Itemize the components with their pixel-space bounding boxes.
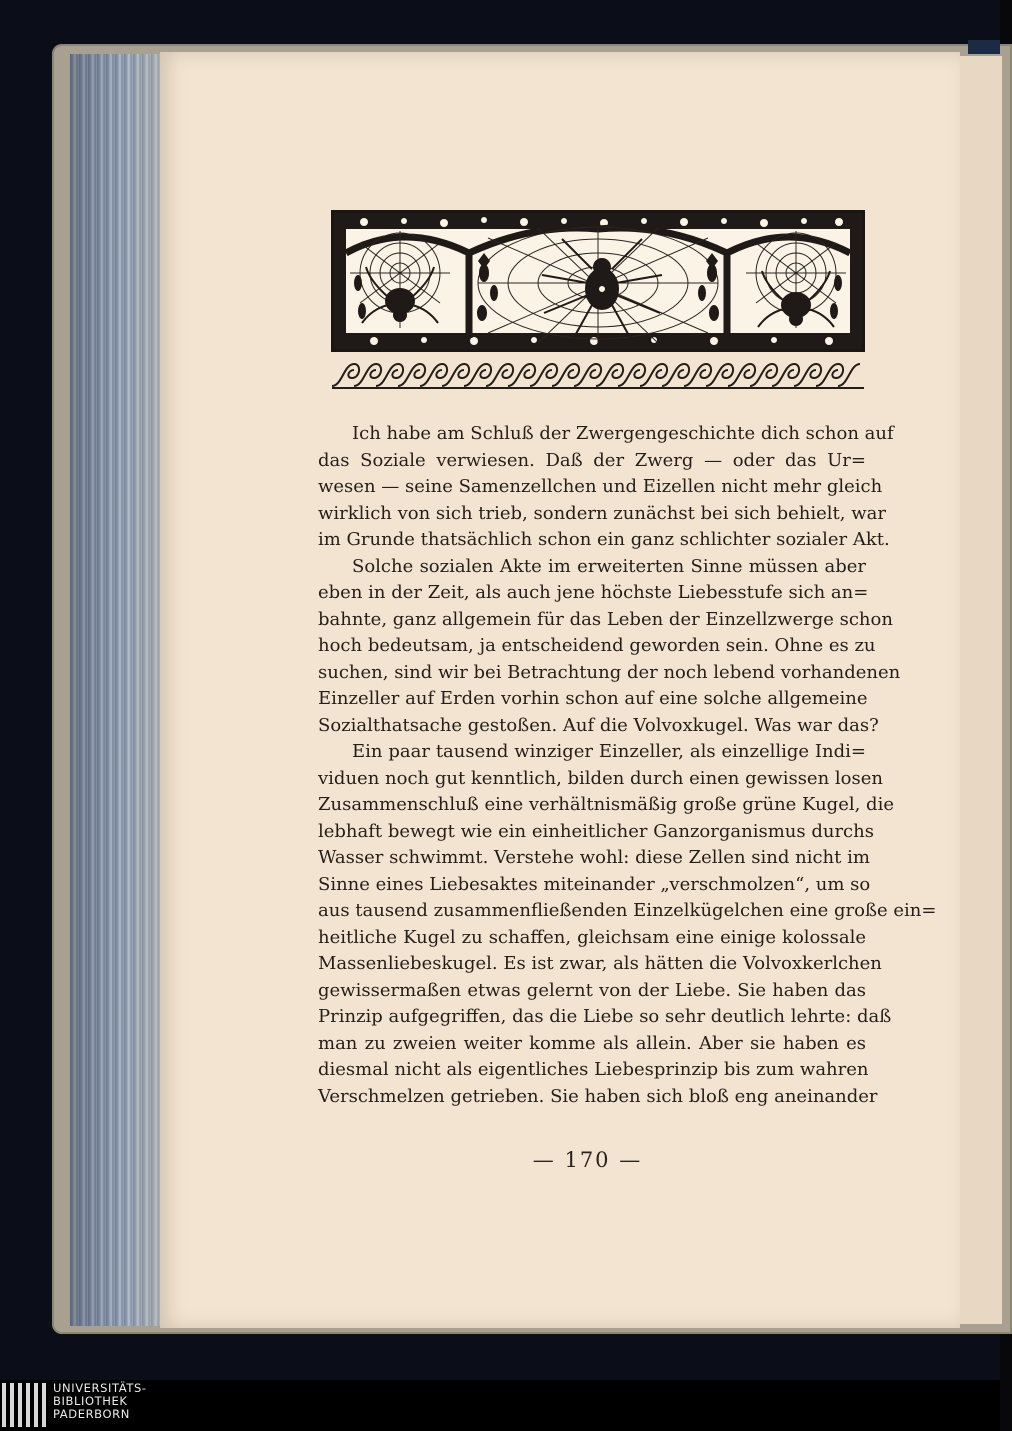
page-edges xyxy=(70,54,162,1326)
text-line: Ein paar tausend winziger Einzeller, als einzellige Indi= xyxy=(352,741,866,762)
spine-strip xyxy=(968,40,1000,54)
text-line: Solche sozialen Akte im erweiterten Sinne müssen aber xyxy=(352,555,866,577)
text-line: man zu zweien weiter komme als allein. Aber sie haben es xyxy=(318,1032,866,1054)
text-line: lebhaft bewegt wie ein einheitlicher Ganzorganismus durchs xyxy=(318,820,874,842)
spider-vignette xyxy=(331,210,865,352)
ornamental-border xyxy=(328,358,868,392)
library-logo-text xyxy=(53,1382,147,1421)
text-line: eben in der Zeit, als auch jene höchste Liebesstufe sich an= xyxy=(318,582,869,603)
logo-line: PADERBORN xyxy=(53,1407,130,1421)
text-line: Sinne eines Liebesaktes miteinander „verschmolzen“, um so xyxy=(318,873,871,895)
text-line: Sozialthatsache gestoßen. Auf die Volvoxkugel. Was war das? xyxy=(318,714,879,736)
text-line: wesen — seine Samenzellchen und Eizellen nicht mehr gleich xyxy=(318,476,883,497)
text-line: viduen noch gut kenntlich, bilden durch einen gewissen losen xyxy=(318,767,883,789)
text-line: das Soziale verwiesen. Daß der Zwerg — oder das Ur= xyxy=(318,449,866,471)
text-line: Einzeller auf Erden vorhin schon auf eine solche allgemeine xyxy=(318,688,868,709)
text-line: Prinzip aufgegriffen, das die Liebe so sehr deutlich lehrte: daß xyxy=(318,1006,892,1027)
text-line: aus tausend zusammenfließenden Einzelkügelchen eine große ein= xyxy=(318,900,937,921)
text-line: Massenliebeskugel. Es ist zwar, als hätten die Volvoxkerlchen xyxy=(318,953,882,974)
text-line: wirklich von sich trieb, sondern zunächst bei sich behielt, war xyxy=(318,502,886,524)
library-footer xyxy=(0,1380,1000,1431)
page-number: — 170 — xyxy=(532,1148,643,1172)
text-line: Zusammenschluß eine verhältnismäßig große grüne Kugel, die xyxy=(318,794,894,815)
body-text xyxy=(318,421,937,1110)
logo-line: BIBLIOTHEK xyxy=(53,1394,128,1408)
text-line: diesmal nicht als eigentliches Liebesprinzip bis zum wahren xyxy=(318,1059,869,1080)
text-line: Wasser schwimmt. Verstehe wohl: diese Zellen sind nicht im xyxy=(318,847,870,868)
text-line: im Grunde thatsächlich schon ein ganz schlichter sozialer Akt. xyxy=(318,529,890,550)
text-line: gewissermaßen etwas gelernt von der Liebe. Sie haben das xyxy=(318,979,866,1001)
library-logo-icon xyxy=(2,1383,46,1427)
text-line: Verschmelzen getrieben. Sie haben sich bloß eng aneinander xyxy=(318,1085,878,1107)
text-line: Ich habe am Schluß der Zwergengeschichte dich schon auf xyxy=(352,423,894,444)
text-line: heitliche Kugel zu schaffen, gleichsam eine einige kolossale xyxy=(318,926,866,948)
logo-line: UNIVERSITÄTS- xyxy=(53,1381,147,1395)
next-page-edge xyxy=(958,56,1002,1324)
text-line: hoch bedeutsam, ja entscheidend geworden sein. Ohne es zu xyxy=(318,635,876,656)
text-line: suchen, sind wir bei Betrachtung der noch lebend vorhandenen xyxy=(318,661,901,683)
text-line: bahnte, ganz allgemein für das Leben der Einzellzwerge schon xyxy=(318,608,893,630)
